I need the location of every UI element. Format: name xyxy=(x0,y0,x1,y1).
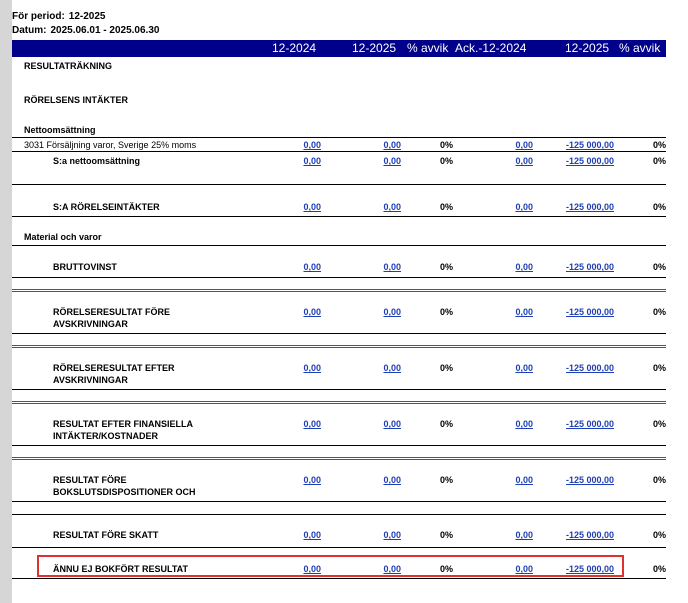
value-ack-12-2025[interactable]: -125 000,00 xyxy=(565,307,614,317)
value-12-2024[interactable]: 0,00 xyxy=(303,363,321,373)
ack-pct-avvik: 0% xyxy=(652,262,666,272)
report-page xyxy=(12,0,688,603)
row-label-line2: AVSKRIVNINGAR xyxy=(53,319,128,329)
row-label: ÄNNU EJ BOKFÖRT RESULTAT xyxy=(53,564,188,574)
value-12-2025[interactable]: 0,00 xyxy=(383,530,401,540)
double-separator xyxy=(12,457,666,460)
header-col-ack-12-2025: 12-2025 xyxy=(565,41,610,55)
value-ack-12-2024[interactable]: 0,00 xyxy=(515,530,533,540)
separator xyxy=(12,151,666,152)
separator xyxy=(12,514,666,515)
value-12-2025[interactable]: 0,00 xyxy=(383,307,401,317)
value-ack-12-2024[interactable]: 0,00 xyxy=(515,363,533,373)
pct-avvik: 0% xyxy=(439,363,453,373)
value-12-2024[interactable]: 0,00 xyxy=(303,140,321,150)
separator xyxy=(12,547,666,548)
row-label: RÖRELSERESULTAT FÖRE xyxy=(53,307,170,317)
row-label: S:A RÖRELSEINTÄKTER xyxy=(53,202,160,212)
pct-avvik: 0% xyxy=(439,140,453,150)
row-label-line2: AVSKRIVNINGAR xyxy=(53,375,128,385)
date-label: Datum: xyxy=(12,25,47,36)
section-resultatrakning: RESULTATRÄKNING xyxy=(24,61,112,71)
row-label: RESULTAT FÖRE SKATT xyxy=(53,530,159,540)
section-rorelsens-intakter: RÖRELSENS INTÄKTER xyxy=(24,95,129,105)
value-12-2024[interactable]: 0,00 xyxy=(303,156,321,166)
separator xyxy=(12,578,666,579)
ack-pct-avvik: 0% xyxy=(652,363,666,373)
pct-avvik: 0% xyxy=(439,530,453,540)
value-12-2024[interactable]: 0,00 xyxy=(303,419,321,429)
value-12-2025[interactable]: 0,00 xyxy=(383,419,401,429)
value-ack-12-2025[interactable]: -125 000,00 xyxy=(565,202,614,212)
ack-pct-avvik: 0% xyxy=(652,419,666,429)
separator xyxy=(12,184,666,185)
separator xyxy=(12,333,666,334)
pct-avvik: 0% xyxy=(439,307,453,317)
value-12-2025[interactable]: 0,00 xyxy=(383,475,401,485)
value-ack-12-2024[interactable]: 0,00 xyxy=(515,419,533,429)
value-ack-12-2025[interactable]: -125 000,00 xyxy=(565,475,614,485)
value-12-2024[interactable]: 0,00 xyxy=(303,475,321,485)
section-nettoomsattning: Nettoomsättning xyxy=(24,125,96,135)
column-header-bar xyxy=(12,40,666,57)
pct-avvik: 0% xyxy=(439,564,453,574)
value-ack-12-2024[interactable]: 0,00 xyxy=(515,140,533,150)
value-ack-12-2025[interactable]: -125 000,00 xyxy=(565,262,614,272)
pct-avvik: 0% xyxy=(439,475,453,485)
value-ack-12-2025[interactable]: -125 000,00 xyxy=(565,140,614,150)
ack-pct-avvik: 0% xyxy=(652,156,666,166)
value-ack-12-2025[interactable]: -125 000,00 xyxy=(565,419,614,429)
row-label: RÖRELSERESULTAT EFTER xyxy=(53,363,175,373)
account-row-label: 3031 Försäljning varor, Sverige 25% moms xyxy=(24,140,197,150)
separator xyxy=(12,389,666,390)
value-12-2025[interactable]: 0,00 xyxy=(383,202,401,212)
pct-avvik: 0% xyxy=(439,419,453,429)
value-12-2024[interactable]: 0,00 xyxy=(303,202,321,212)
separator xyxy=(12,216,666,217)
value-ack-12-2024[interactable]: 0,00 xyxy=(515,475,533,485)
row-label: S:a nettoomsättning xyxy=(53,156,140,166)
pct-avvik: 0% xyxy=(439,262,453,272)
value-12-2024[interactable]: 0,00 xyxy=(303,262,321,272)
double-separator xyxy=(12,401,666,404)
separator xyxy=(12,501,666,502)
row-label-line2: BOKSLUTSDISPOSITIONER OCH xyxy=(53,487,196,497)
header-col-ack-pct-avvik: % avvik xyxy=(619,41,661,55)
separator xyxy=(12,445,666,446)
ack-pct-avvik: 0% xyxy=(652,564,666,574)
ack-pct-avvik: 0% xyxy=(652,530,666,540)
pct-avvik: 0% xyxy=(439,202,453,212)
value-12-2025[interactable]: 0,00 xyxy=(383,156,401,166)
value-ack-12-2025[interactable]: -125 000,00 xyxy=(565,530,614,540)
header-col-12-2025: 12-2025 xyxy=(352,41,397,55)
ack-pct-avvik: 0% xyxy=(652,475,666,485)
separator xyxy=(12,137,666,138)
value-ack-12-2025[interactable]: -125 000,00 xyxy=(565,156,614,166)
highlight-box xyxy=(37,555,624,577)
value-12-2024[interactable]: 0,00 xyxy=(303,564,321,574)
value-ack-12-2024[interactable]: 0,00 xyxy=(515,262,533,272)
double-separator xyxy=(12,345,666,348)
left-gutter xyxy=(0,0,12,603)
row-label-line2: INTÄKTER/KOSTNADER xyxy=(53,431,158,441)
section-material-och-varor: Material och varor xyxy=(24,232,102,242)
pct-avvik: 0% xyxy=(439,156,453,166)
period-label: För period: xyxy=(12,11,65,22)
ack-pct-avvik: 0% xyxy=(652,140,666,150)
row-label: RESULTAT EFTER FINANSIELLA xyxy=(53,419,193,429)
ack-pct-avvik: 0% xyxy=(652,307,666,317)
value-ack-12-2025[interactable]: -125 000,00 xyxy=(565,363,614,373)
value-12-2025[interactable]: 0,00 xyxy=(383,262,401,272)
value-ack-12-2024[interactable]: 0,00 xyxy=(515,202,533,212)
value-12-2024[interactable]: 0,00 xyxy=(303,307,321,317)
value-12-2025[interactable]: 0,00 xyxy=(383,564,401,574)
date-line xyxy=(12,25,159,36)
period-value: 12-2025 xyxy=(68,11,106,22)
header-col-pct-avvik: % avvik xyxy=(407,41,449,55)
header-col-12-2024: 12-2024 xyxy=(272,41,317,55)
value-ack-12-2024[interactable]: 0,00 xyxy=(515,564,533,574)
value-12-2024[interactable]: 0,00 xyxy=(303,530,321,540)
double-separator xyxy=(12,289,666,292)
period-line xyxy=(12,11,105,22)
value-ack-12-2024[interactable]: 0,00 xyxy=(515,156,533,166)
separator xyxy=(12,277,666,278)
ack-pct-avvik: 0% xyxy=(652,202,666,212)
date-value: 2025.06.01 - 2025.06.30 xyxy=(50,25,160,36)
separator xyxy=(12,245,666,246)
row-label: RESULTAT FÖRE xyxy=(53,475,127,485)
value-12-2025[interactable]: 0,00 xyxy=(383,140,401,150)
header-col-ack-12-2024: Ack.-12-2024 xyxy=(455,41,527,55)
value-12-2025[interactable]: 0,00 xyxy=(383,363,401,373)
value-ack-12-2025[interactable]: -125 000,00 xyxy=(565,564,614,574)
value-ack-12-2024[interactable]: 0,00 xyxy=(515,307,533,317)
row-label: BRUTTOVINST xyxy=(53,262,117,272)
